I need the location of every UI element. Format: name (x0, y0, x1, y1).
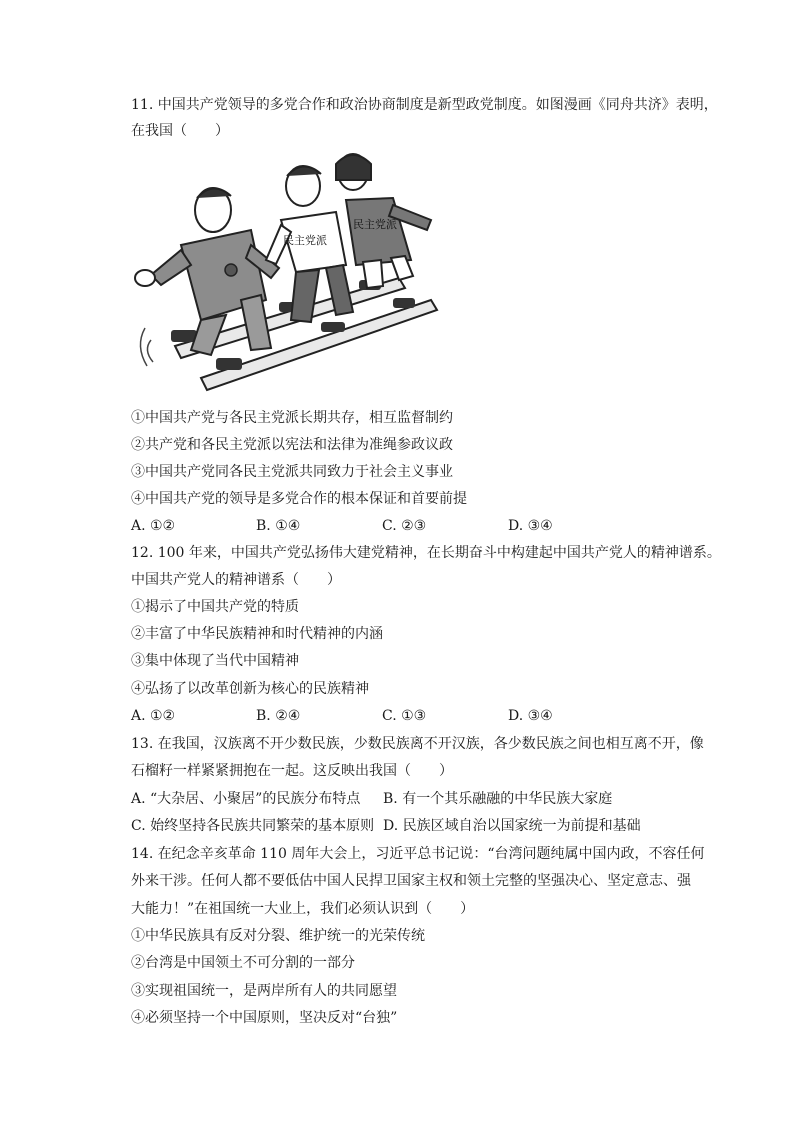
q12-option-b[interactable]: B. ②④ (256, 708, 301, 724)
q14-stem-line3: 大能力！”在祖国统一大业上，我们必须认识到（ ） (131, 901, 475, 917)
q13-option-c[interactable]: C. 始终坚持各民族共同繁荣的基本原则 (131, 818, 375, 834)
q14-item-1: ①中华民族具有反对分裂、维护统一的光荣传统 (131, 928, 425, 944)
q12-item-4: ④弘扬了以改革创新为核心的民族精神 (131, 681, 369, 697)
q13-option-b[interactable]: B. 有一个其乐融融的中华民族大家庭 (383, 791, 613, 807)
q13-stem-line2: 石榴籽一样紧紧拥抱在一起。这反映出我国（ ） (131, 763, 453, 779)
cartoon-label-1: 民主党派 (283, 234, 327, 247)
q11-stem-line1: 11. 中国共产党领导的多党合作和政治协商制度是新型政党制度。如图漫画《同舟共济》表明， (131, 97, 718, 113)
cartoon-image (131, 150, 461, 400)
q14-item-4: ④必须坚持一个中国原则，坚决反对“台独” (131, 1010, 398, 1026)
q11-options (131, 516, 651, 536)
q11-option-d[interactable]: D. ③④ (508, 518, 553, 534)
q12-options (131, 706, 651, 726)
q11-option-b[interactable]: B. ①④ (256, 518, 301, 534)
q14-item-3: ③实现祖国统一，是两岸所有人的共同愿望 (131, 983, 397, 999)
q11-item-4: ④中国共产党的领导是多党合作的根本保证和首要前提 (131, 491, 467, 507)
q12-stem-line1: 12. 100 年来，中国共产党弘扬伟大建党精神，在长期奋斗中构建起中国共产党人的精神谱系。 (131, 545, 721, 561)
q14-stem-line1: 14. 在纪念辛亥革命 110 周年大会上，习近平总书记说：“台湾问题纯属中国内政，不容任何 (131, 846, 705, 862)
cartoon-label-2: 民主党派 (353, 218, 397, 231)
q12-item-1: ①揭示了中国共产党的特质 (131, 599, 299, 615)
q11-option-c[interactable]: C. ②③ (382, 518, 427, 534)
q12-option-d[interactable]: D. ③④ (508, 708, 553, 724)
q13-stem-line1: 13. 在我国，汉族离不开少数民族，少数民族离不开汉族，各少数民族之间也相互离不开，像 (131, 736, 704, 752)
q12-option-a[interactable]: A. ①② (131, 708, 176, 724)
q13-options-row1 (131, 789, 613, 809)
q12-item-3: ③集中体现了当代中国精神 (131, 653, 299, 669)
q13-option-a[interactable]: A. “大杂居、小聚居”的民族分布特点 (131, 791, 361, 807)
q11-item-3: ③中国共产党同各民主党派共同致力于社会主义事业 (131, 464, 453, 480)
q13-options-row2 (131, 816, 641, 836)
q12-item-2: ②丰富了中华民族精神和时代精神的内涵 (131, 626, 383, 642)
q11-stem-line2: 在我国（ ） (131, 123, 229, 139)
q11-item-2: ②共产党和各民主党派以宪法和法律为准绳参政议政 (131, 437, 453, 453)
q11-item-1: ①中国共产党与各民主党派长期共存，相互监督制约 (131, 410, 453, 426)
q14-stem-line2: 外来干涉。任何人都不要低估中国人民捍卫国家主权和领土完整的坚强决心、坚定意志、强 (131, 873, 691, 889)
q12-option-c[interactable]: C. ①③ (382, 708, 427, 724)
q12-stem-line2: 中国共产党人的精神谱系（ ） (131, 572, 341, 588)
q11-option-a[interactable]: A. ①② (131, 518, 176, 534)
q13-option-d[interactable]: D. 民族区域自治以国家统一为前提和基础 (383, 818, 641, 834)
q14-item-2: ②台湾是中国领土不可分割的一部分 (131, 955, 355, 971)
